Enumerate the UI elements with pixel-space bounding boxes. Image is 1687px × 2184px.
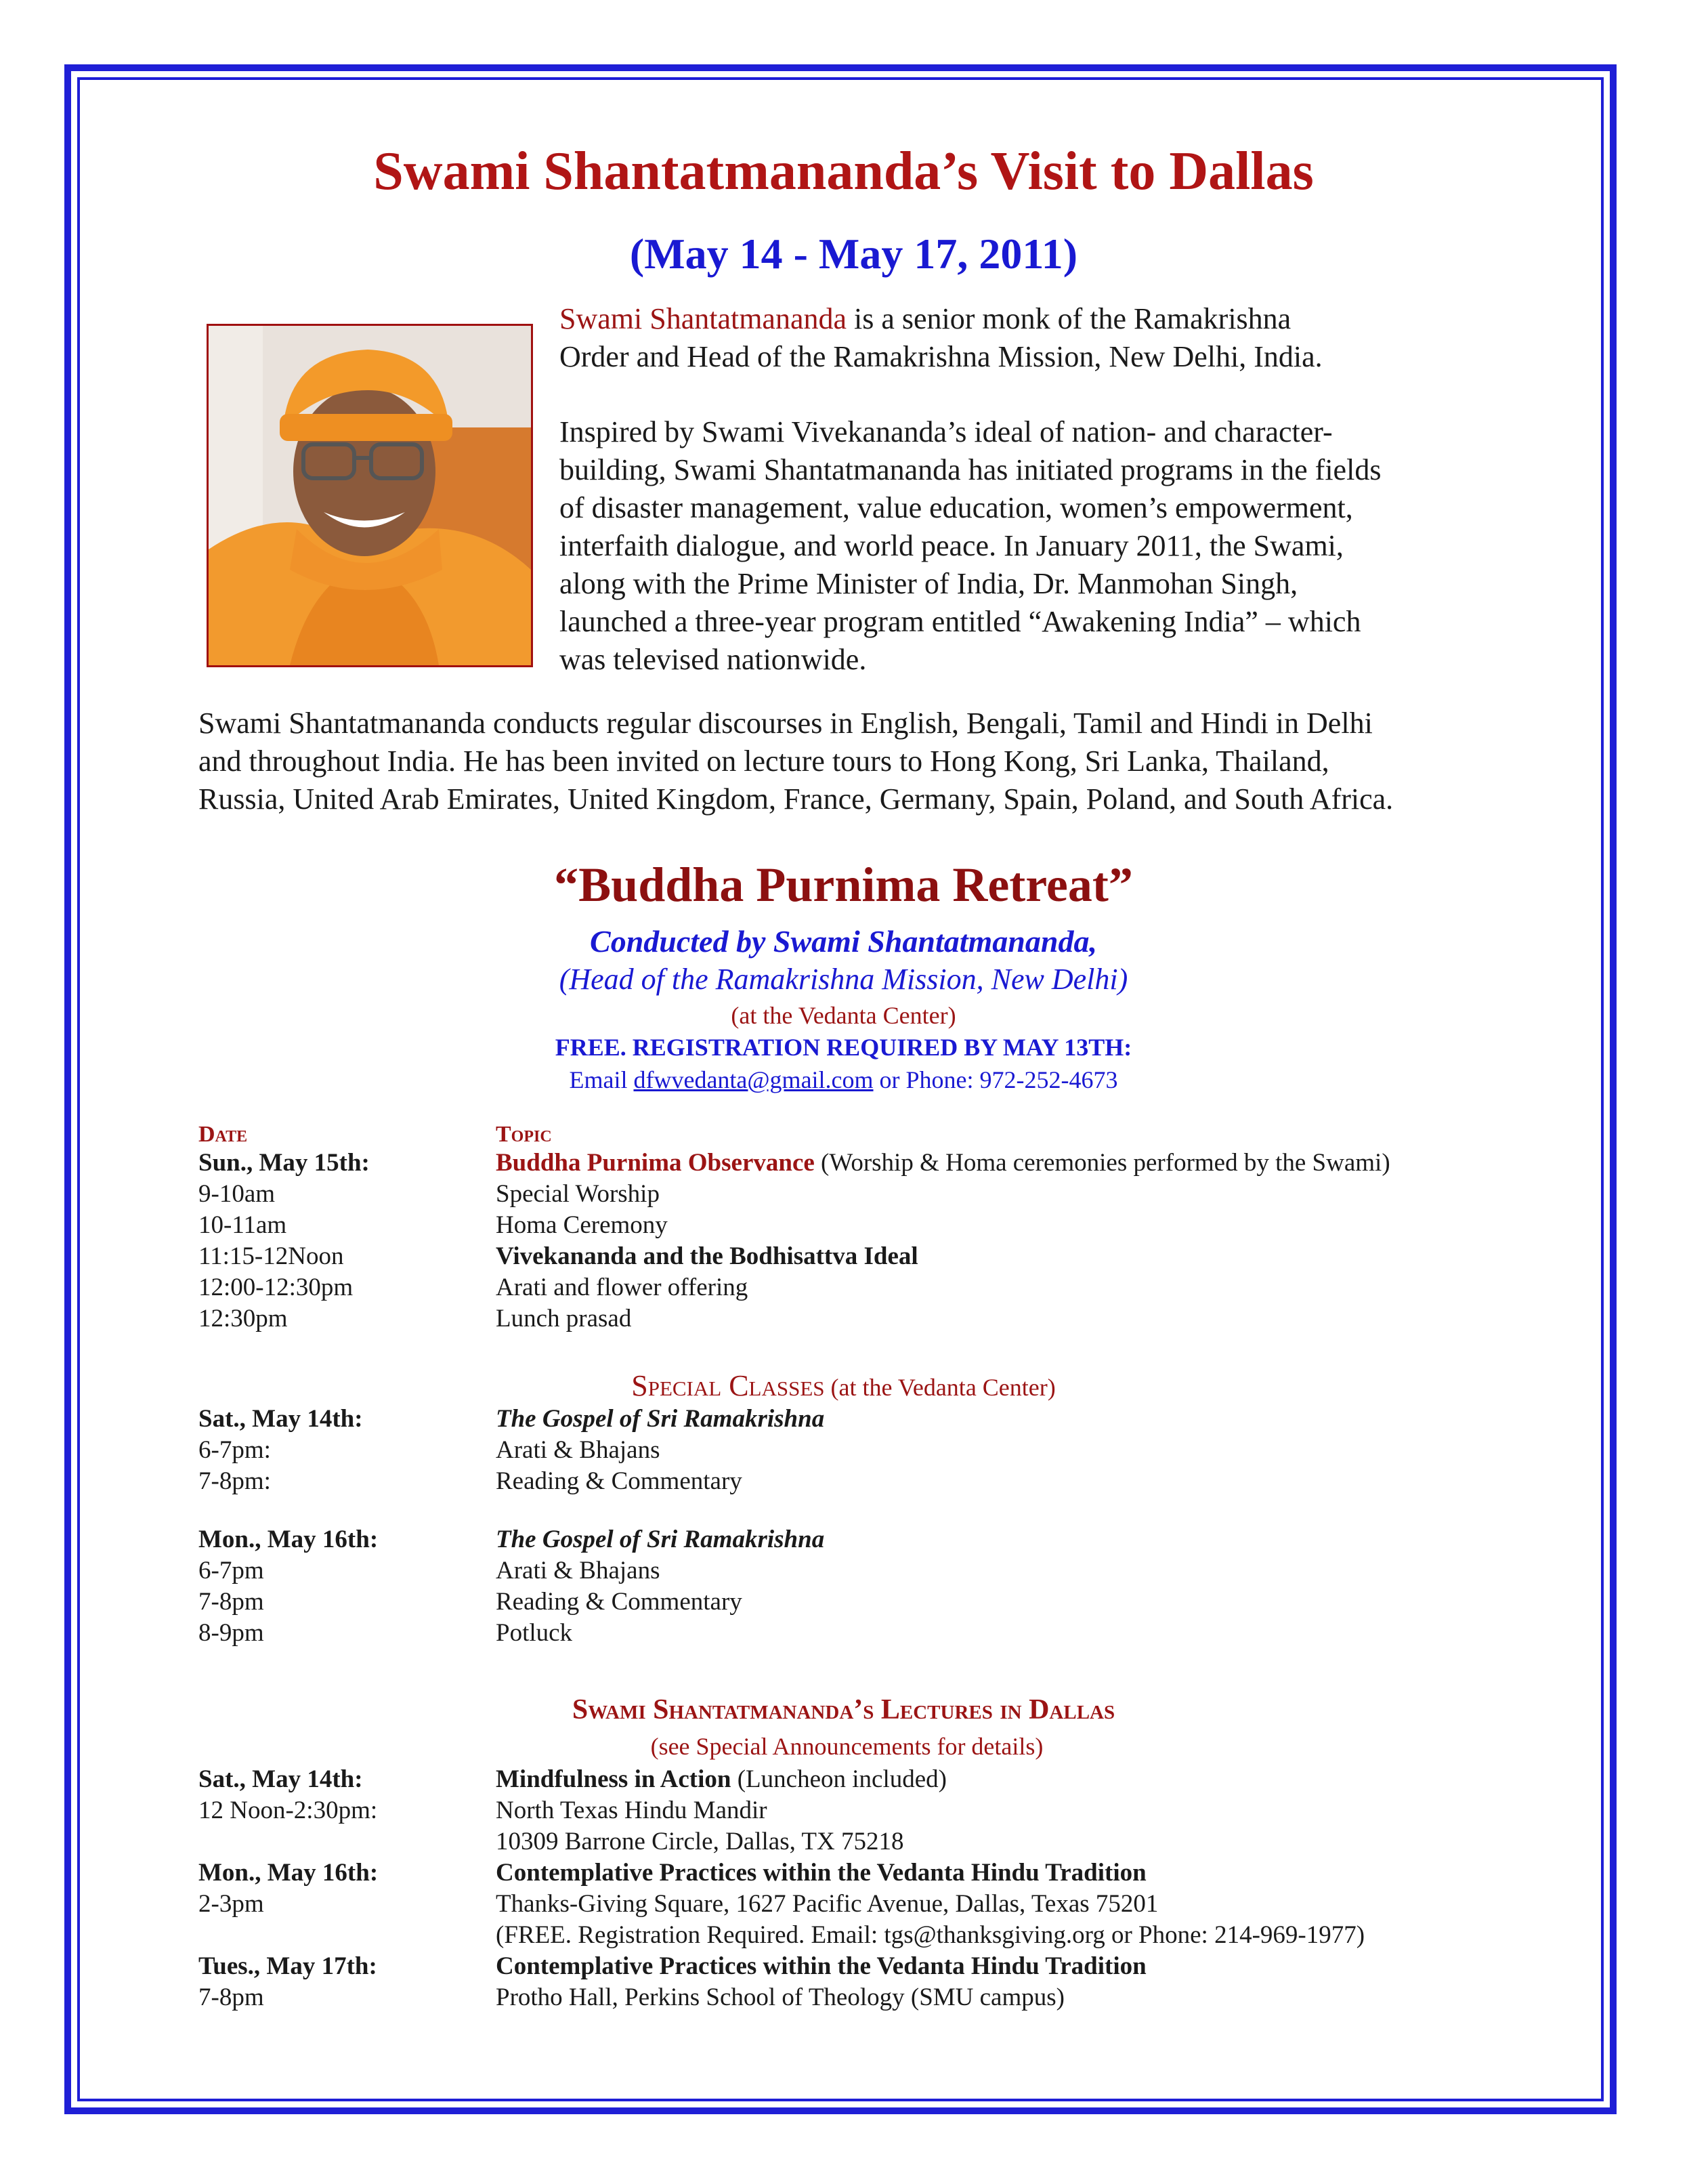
special-classes-heading <box>0 1368 1687 1403</box>
contact-line <box>0 1066 1687 1094</box>
schedule-date: 12 Noon-2:30pm: <box>198 1797 378 1824</box>
retreat-head-note: (Head of the Ramakrishna Mission, New Delhi) <box>559 963 1128 996</box>
schedule-topic: 10309 Barrone Circle, Dallas, TX 75218 <box>496 1828 904 1855</box>
schedule-date: Mon., May 16th: <box>198 1859 379 1887</box>
retreat-conducted-by: Conducted by Swami Shantatmananda, <box>590 924 1097 959</box>
schedule-topic: Reading & Commentary <box>496 1588 742 1616</box>
bio-line-1 <box>559 300 1291 338</box>
schedule-date: 11:15-12Noon <box>198 1242 344 1270</box>
schedule-topic: Reading & Commentary <box>496 1467 742 1495</box>
bio-para-line: launched a three-year program entitled “Awakening India” – which <box>559 605 1361 638</box>
schedule-date: Sat., May 14th: <box>198 1765 363 1793</box>
bio-para-line: was televised nationwide. <box>559 643 867 676</box>
schedule-topic: Protho Hall, Perkins School of Theology (SMU campus) <box>496 1983 1065 2011</box>
schedule-topic: The Gospel of Sri Ramakrishna <box>496 1526 825 1553</box>
schedule-date: 9-10am <box>198 1180 276 1208</box>
page-title: Swami Shantatmananda’s Visit to Dallas <box>373 142 1314 201</box>
schedule-date: 7-8pm: <box>198 1467 271 1495</box>
visit-dates: (May 14 - May 17, 2011) <box>629 230 1078 278</box>
schedule-date: 6-7pm <box>198 1557 264 1584</box>
schedule-date: 6-7pm: <box>198 1436 271 1464</box>
bio-para-line: along with the Prime Minister of India, Dr. Manmohan Singh, <box>559 567 1298 600</box>
schedule-topic: Arati & Bhajans <box>496 1557 660 1584</box>
retreat-venue: (at the Vedanta Center) <box>731 1002 956 1029</box>
schedule-topic: Contemplative Practices within the Vedanta Hindu Tradition <box>496 1952 1147 1980</box>
special-classes-note: (at the Vedanta Center) <box>824 1374 1056 1401</box>
bio-para-line: of disaster management, value education, women’s empowerment, <box>559 491 1353 524</box>
bio-line-2: Order and Head of the Ramakrishna Mission, New Delhi, India. <box>559 340 1323 373</box>
retreat-title: “Buddha Purnima Retreat” <box>554 858 1133 912</box>
schedule-topic: Arati and flower offering <box>496 1274 748 1301</box>
schedule-date: Mon., May 16th: <box>198 1526 379 1553</box>
swami-photo <box>207 324 533 667</box>
schedule-topic: Contemplative Practices within the Vedanta Hindu Tradition <box>496 1859 1147 1887</box>
schedule-date: Tues., May 17th: <box>198 1952 377 1980</box>
schedule-topic: Special Worship <box>496 1180 660 1208</box>
schedule-date: 12:30pm <box>198 1305 288 1332</box>
schedule-topic: Lunch prasad <box>496 1305 632 1332</box>
topic-column-header: Topic <box>496 1122 552 1147</box>
schedule-date: 7-8pm <box>198 1588 264 1616</box>
schedule-date: Sun., May 15th: <box>198 1149 370 1177</box>
schedule-date: 2-3pm <box>198 1890 264 1918</box>
registration-notice: FREE. REGISTRATION REQUIRED BY MAY 13TH: <box>555 1034 1132 1061</box>
topic-title: Buddha Purnima Observance <box>496 1149 815 1177</box>
bio-para-line: Inspired by Swami Vivekananda’s ideal of nation- and character- <box>559 415 1333 448</box>
topic-note: (Worship & Homa ceremonies performed by the Swami) <box>814 1149 1390 1177</box>
schedule-date: 12:00-12:30pm <box>198 1274 354 1301</box>
schedule-date: Sat., May 14th: <box>198 1405 363 1433</box>
schedule-topic: The Gospel of Sri Ramakrishna <box>496 1405 825 1433</box>
bio-line-1-rest: is a senior monk of the Ramakrishna <box>847 302 1291 335</box>
schedule-topic <box>496 1764 947 1795</box>
schedule-date: 10-11am <box>198 1211 287 1239</box>
schedule-topic: Potluck <box>496 1619 573 1647</box>
email-link[interactable]: dfwvedanta@gmail.com <box>633 1066 874 1093</box>
tours-line: Russia, United Arab Emirates, United Kingdom, France, Germany, Spain, Poland, and South Africa. <box>198 782 1394 816</box>
topic-title: Mindfulness in Action <box>496 1765 731 1793</box>
swami-name: Swami Shantatmananda <box>559 302 847 335</box>
lectures-heading: Swami Shantatmananda’s Lectures in Dallas <box>572 1694 1115 1725</box>
bio-para-line: building, Swami Shantatmananda has initiated programs in the fields <box>559 453 1382 486</box>
schedule-topic: Thanks-Giving Square, 1627 Pacific Avenue, Dallas, Texas 75201 <box>496 1890 1159 1918</box>
tours-line: and throughout India. He has been invited on lecture tours to Hong Kong, Sri Lanka, Thailand, <box>198 744 1329 778</box>
schedule-date: 8-9pm <box>198 1619 264 1647</box>
tours-paragraph <box>198 705 1393 818</box>
portrait-image <box>209 326 531 665</box>
schedule-topic: (FREE. Registration Required. Email: tgs@thanksgiving.org or Phone: 214-969-1977) <box>496 1921 1365 1949</box>
special-classes-title: Special Classes <box>631 1369 825 1402</box>
schedule-topic: Arati & Bhajans <box>496 1436 660 1464</box>
schedule-topic: Vivekananda and the Bodhisattva Ideal <box>496 1242 918 1270</box>
phone-text: or Phone: 972-252-4673 <box>873 1066 1118 1093</box>
schedule-date: 7-8pm <box>198 1983 264 2011</box>
tours-line: Swami Shantatmananda conducts regular discourses in English, Bengali, Tamil and Hindi in Delhi <box>198 707 1373 740</box>
schedule-topic: North Texas Hindu Mandir <box>496 1797 767 1824</box>
bio-para-line: interfaith dialogue, and world peace. In January 2011, the Swami, <box>559 529 1344 562</box>
email-label: Email <box>569 1066 634 1093</box>
schedule-topic <box>496 1148 1390 1179</box>
topic-note: (Luncheon included) <box>731 1765 947 1793</box>
lectures-subheading: (see Special Announcements for details) <box>650 1733 1044 1760</box>
date-column-header: Date <box>198 1122 248 1147</box>
schedule-topic: Homa Ceremony <box>496 1211 668 1239</box>
